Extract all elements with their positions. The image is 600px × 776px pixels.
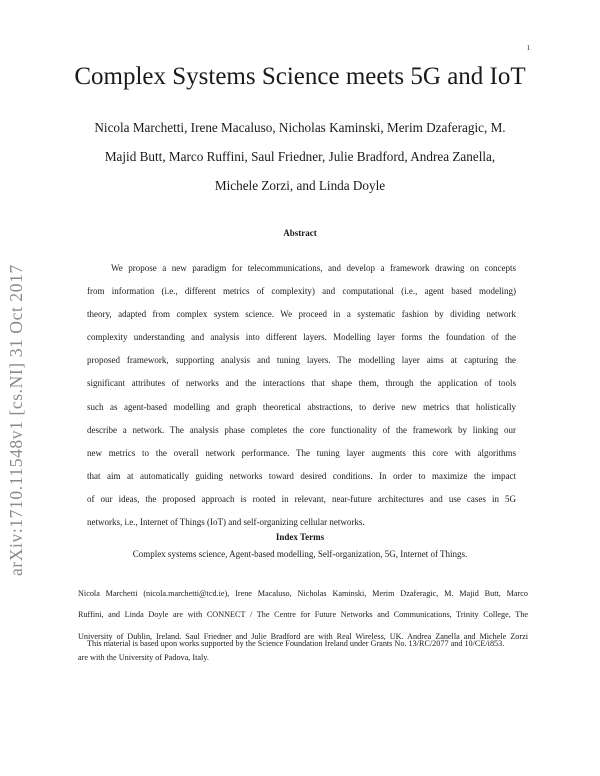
abstract-line: such as agent-based modelling and graph theoretical abstractions, to derive new metrics that holistically	[87, 401, 516, 412]
abstract-line: theory, adapted from complex system science. We proceed in a systematic fashion by dividing network	[87, 309, 516, 320]
abstract-line: of our ideas, the proposed approach is rooted in relevant, near-future architectures and use cases in 5G	[87, 493, 516, 504]
abstract-line: describe a network. The analysis phase completes the core functionality of the framework by linking our	[87, 424, 516, 435]
author-line: Nicola Marchetti, Irene Macaluso, Nicholas Kaminski, Merim Dzaferagic, M.	[94, 120, 506, 135]
abstract-line: that aim at automatically guiding networks toward desired conditions. In order to maximize the impact	[87, 470, 516, 481]
footnote-line: University of Dublin, Ireland. Saul Friedner and Julie Bradford are with Real Wireless, UK. Andrea Zanella and Michele Zorzi	[78, 631, 528, 641]
abstract-heading: Abstract	[283, 228, 317, 238]
page-number: 1	[526, 44, 530, 52]
footnote-line: Ruffini, and Linda Doyle are with CONNECT / The Centre for Future Networks and Communications, Trinity College, The	[78, 610, 528, 620]
footnote-line: Nicola Marchetti (nicola.marchetti@tcd.ie), Irene Macaluso, Nicholas Kaminski, Merim Dzaferagic, M. Majid Butt, Marco	[78, 589, 528, 598]
abstract-line: from information (i.e., different metrics of complexity) and computational (i.e., agent based modeling)	[87, 286, 516, 297]
abstract-line: We propose a new paradigm for telecommunications, and develop a framework drawing on concepts	[111, 263, 516, 273]
abstract-line: complexity understanding and analysis into different layers. Modelling layer forms the foundation of the	[87, 332, 516, 343]
author-affiliations-footnote	[78, 583, 528, 668]
abstract-line: new metrics to the overall network performance. The tuning layer augments this core with algorithms	[87, 447, 516, 458]
author-list	[80, 113, 520, 200]
abstract-line: significant attributes of networks and the interactions that shape them, through the application of tools	[87, 378, 516, 389]
paper-title: Complex Systems Science meets 5G and IoT	[74, 63, 526, 90]
abstract-line: networks, i.e., Internet of Things (IoT) and self-organizing cellular networks.	[87, 517, 365, 528]
abstract-body	[87, 257, 516, 534]
index-terms-heading: Index Terms	[275, 532, 325, 542]
funding-note: This material is based upon works supported by the Science Foundation Ireland under Grants No. 13/RC/2077 and 10/CE/i853.	[87, 639, 505, 648]
arxiv-identifier[interactable]: arXiv:1710.11548v1 [cs.NI] 31 Oct 2017	[6, 264, 26, 576]
index-terms: Complex systems science, Agent-based modelling, Self-organization, 5G, Internet of Things.	[132, 549, 468, 559]
abstract-line: proposed framework, supporting analysis and tuning layers. The modelling layer aims at capturing the	[87, 355, 516, 366]
footnote-line: are with the University of Padova, Italy.	[78, 652, 209, 662]
author-line: Majid Butt, Marco Ruffini, Saul Friedner, Julie Bradford, Andrea Zanella,	[104, 149, 496, 164]
author-line: Michele Zorzi, and Linda Doyle	[214, 178, 386, 193]
